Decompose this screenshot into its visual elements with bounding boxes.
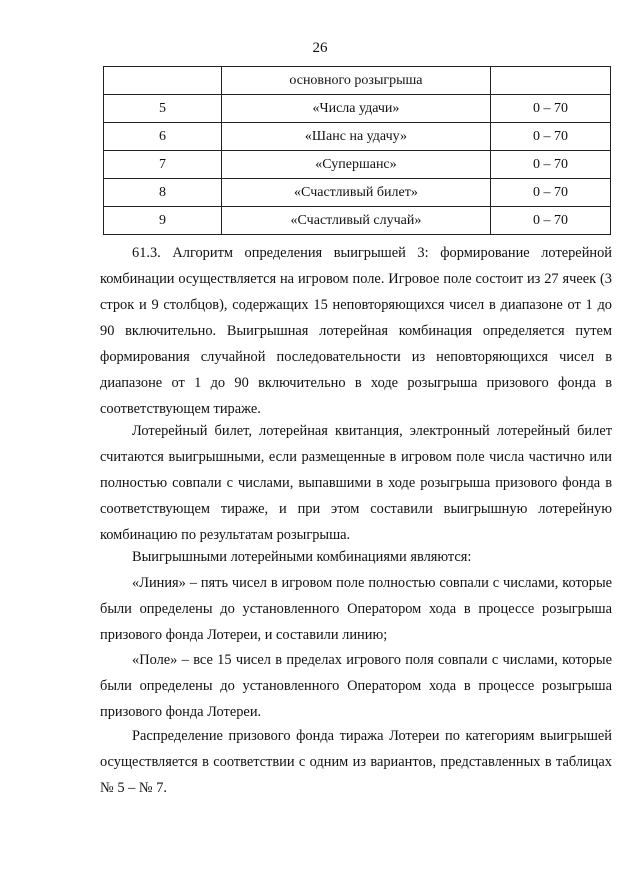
table-row	[104, 95, 611, 123]
paragraph-combinations-intro: Выигрышными лотерейными комбинациями являются:	[132, 549, 472, 565]
table-cell-number: 7	[104, 151, 222, 179]
table-cell-name: основного розыгрыша	[221, 67, 490, 95]
table-cell-name: «Числа удачи»	[221, 95, 490, 123]
prize-categories-table	[103, 66, 611, 235]
table-cell	[491, 67, 611, 95]
table-cell-name: «Счастливый случай»	[221, 207, 490, 235]
paragraph-field-combination: «Поле» – все 15 чисел в пределах игрового поля совпали с числами, которые были определены до установленного Оператором хода в процессе розыгрыша призового фонда Лотереи.	[100, 652, 612, 720]
paragraph-algorithm: 61.3. Алгоритм определения выигрышей 3: формирование лотерейной комбинации осуществляется на игровом поле. Игровое поле состоит из 27 ячеек (3 строк и 9 столбцов), содержащих 15 неповторяющихся чисел в диапазоне от 1 до 90 включительно. Выигрышная лотерейная комбинация определяется путем формирования случайной последовательности из неповторяющихся чисел в диапазоне от 1 до 90 включительно в ходе розыгрыша призового фонда в соответствующем тираже.	[100, 245, 612, 417]
table-cell-number: 5	[104, 95, 222, 123]
paragraph-line-combination: «Линия» – пять чисел в игровом поле полностью совпали с числами, которые были определены до установленного Оператором хода в процессе розыгрыша призового фонда Лотереи, и составили линию;	[100, 575, 612, 643]
table-cell-range: 0 – 70	[491, 95, 611, 123]
table-cell-range: 0 – 70	[491, 151, 611, 179]
table-row	[104, 179, 611, 207]
table-cell	[104, 67, 222, 95]
page-number: 26	[312, 40, 328, 56]
table-row	[104, 151, 611, 179]
table-row	[104, 123, 611, 151]
table-row	[104, 207, 611, 235]
table-cell-name: «Шанс на удачу»	[221, 123, 490, 151]
table-cell-range: 0 – 70	[491, 123, 611, 151]
table-cell-number: 6	[104, 123, 222, 151]
paragraph-winning-tickets: Лотерейный билет, лотерейная квитанция, электронный лотерейный билет считаются выигрышными, если размещенные в игровом поле числа частично или полностью совпали с числами, выпавшими в ходе розыгрыша призового фонда в соответствующем тираже, и при этом составили выигрышную лотерейную комбинацию по результатам розыгрыша.	[100, 423, 612, 543]
table-cell-name: «Счастливый билет»	[221, 179, 490, 207]
table-cell-name: «Супершанс»	[221, 151, 490, 179]
table-cell-number: 9	[104, 207, 222, 235]
paragraph-prize-distribution: Распределение призового фонда тиража Лотереи по категориям выигрышей осуществляется в соответствии с одним из вариантов, представленных в таблицах № 5 – № 7.	[100, 728, 612, 796]
table-row	[104, 67, 611, 95]
table-cell-range: 0 – 70	[491, 207, 611, 235]
table-cell-range: 0 – 70	[491, 179, 611, 207]
table-cell-number: 8	[104, 179, 222, 207]
